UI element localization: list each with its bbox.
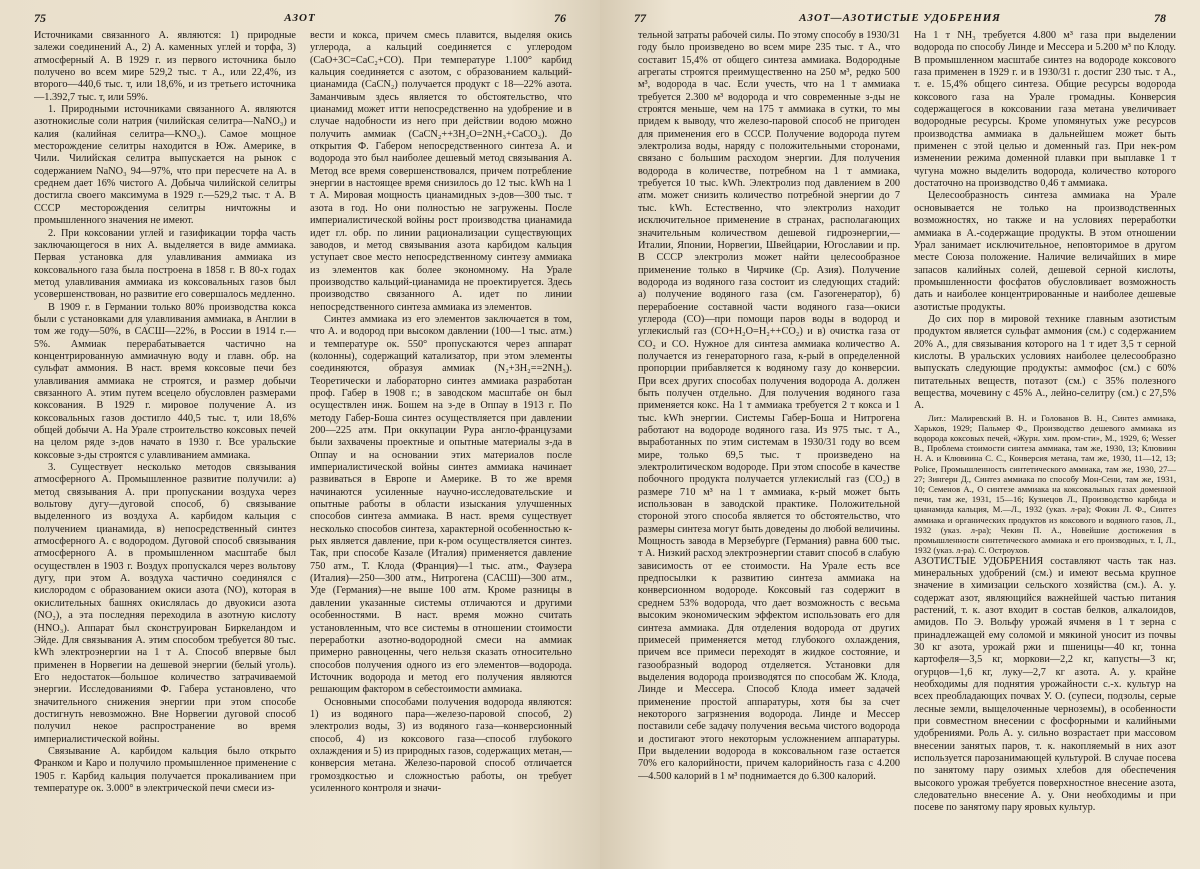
paragraph: Связывание А. карбидом кальция было открыто Франком и Каро и получило промышленное применение с 1905 г. Карбид кальция получается прокаливанием при температуре ок. 3.000° в электрической печи смеси из- bbox=[34, 745, 296, 794]
running-head-left bbox=[34, 10, 566, 26]
literature-list: Лит.: Малиревский В. Н. и Голованов В. Н., Синтез аммиака, Харьков, 1929; Пальмер Ф., Производство дешевого аммиака из водорода коксовых печей, «Журн. хим. пром-сти», М., 1929, 6; Wesser B., Проблема стоимости синтеза аммиака, там же, 1930, 13; Клювиин Н. А. и Клювиина С. С., Конверсия метана, там же, 1930, 11—12, 13; Police, Промышленность синтетического аммиака, там же, 1930, 27—27; Зингерн Д., Синтез аммиака по способу Мон-Сени, там же, 1931, 10; Семенов А., О синтезе аммиака на коксовальных газах доменной печи, там же, 1931, 15—16; Кузнецов Л., Производство карбида и цианамида кальция, М.—Л., 1932 (указ. л-ра); Фокин Л. Ф., Синтез аммиака и органических продуктов из коксового и водяного газов, Л., 1932 (указ. л-ра); Чекин П. А., Новейшие достижения в промышленности синтетического аммиака и его производных, т. I, Л., 1932 (указ. л-ра). С. Остроухов. bbox=[914, 412, 1176, 556]
page-number-78: 78 bbox=[1153, 10, 1166, 25]
running-title-right: АЗОТ—АЗОТИСТЫЕ УДОБРЕНИЯ bbox=[799, 12, 1001, 24]
right-page bbox=[600, 0, 1200, 869]
page-number-76: 76 bbox=[553, 10, 566, 25]
paragraph: В 1909 г. в Германии только 80% производства кокса были с установками для улавливания аммиака, в Англии в том же году—50%, в САСШ—22%, в России в 1914 г.—5%. Аммиак перерабатывается частично на концентрированную аммиачную воду и главн. обр. на сульфат аммония. В наст. время коксовые печи без улавливания аммиака не строятся, и размер добычи связанного А. этим путем всецело обусловлен размерами коксования. В 1929 г. мировое получение А. из коксовальных газов достигло 440,5 тыс. т, или 18,6% общей добычи А. На Урале строительство коксовых печей на целом ряде з-дов начато в 1930 г. Все уральские коксовые з-ды строятся с улавливанием аммиака. bbox=[34, 301, 296, 461]
paragraph: 2. При коксовании углей и газификации торфа часть заключающегося в них А. выделяется в виде аммиака. Первая установка для улавливания аммиака из коксовального газа была построена в 1858 г. В 80-х годах метод улавливания аммиака из коксовальных газов был усовершенствован, но развитие его совершалось медленно. bbox=[34, 227, 296, 301]
paragraph: Целесообразность синтеза аммиака на Урале основывается не только на производственных возможностях, но также и на условиях переработки аммиака в А.-содержащие продукты. В этом отношении Урал занимает исключительное, неповторимое в другом месте Союза положение. Наличие величайших в мире запасов калийных солей, дешевой серной кислоты, промышленности фосфатов обусловливает возможность дать и наиболее концентрированные и наиболее дешевые азотистые продукты. bbox=[914, 190, 1176, 313]
paragraph: До сих пор в мировой технике главным азотистым продуктом является сульфат аммония (см.) с содержанием 20% А., для связывания которого на 1 т идет 3,5 т серной кислоты. В уральских условиях наиболее целесообразно выпускать следующие продукты: аммофос (см.) с 60% питательных веществ, потазот (см.) с 35% полезного вещества, мочевину с 45% А., лейно-селитру (см.) с 27,5% А. bbox=[914, 313, 1176, 412]
paragraph: вести и кокса, причем смесь плавится, выделяя окись углерода, а кальций соединяется с углеродом (CaO+3C=CaC₂+CO). При температуре 1.100° карбид кальция соединяется с азотом, с образованием кальций-цианамида (CaCN₂) получается продукт с 18—22% азота. Заманчивым здесь является то обстоятельство, что цианамид может итти непосредственно на удобрение и в случае надобности из него при действии водою можно получить аммиак (CaCN₂++3H₂O=2NH₃+CaCO₃). До открытия Ф. Габером непосредственного синтеза А. и водорода это был наиболее дешевый метод связывания А. Метод все время совершенствовался, причем потребление энергии в настоящее время снизилось до 12 тыс. kWh на 1 т А. Мировая мощность цианамидных з-дов—300 тыс. т азота в год. Но они полностью не загружены. После империалистической войны рост производства цианамида идет гл. обр. по линии рационализации существующих заводов, и метод связывания азота карбидом кальция уступает свое место непосредственному синтезу аммиака из элементов как более экономному. На Урале производство кальций-цианамида не проектируется. Здесь производство связанного А. идет по линии непосредственного синтеза аммиака из элементов. bbox=[310, 30, 572, 313]
left-page-column-2 bbox=[310, 30, 572, 861]
paragraph: тельной затраты рабочей силы. По этому способу в 1930/31 году было произведено во всем мире 235 тыс. т А., что составит 15,4% от общего синтеза аммиака. Водородные агрегаты строятся преимущественно на 250 м³, редко 500 м³, водорода в час. Если учесть, что на 1 т аммиака требуется 2.300 м³ водорода и что современные з-ды не строятся меньше, чем на 175 т аммиака в сутки, то мы придем к выводу, что железо-паровой способ не пригоден для применения его в СССР. Получение водорода путем электролиза воды, наряду с положительными сторонами, связано с большим расходом энергии. Для получения водорода в количестве, потребном на 1 т аммиака, требуется 10 тыс. kWh. Электролиз под давлением в 200 атм. может снизить количество потребной энергии до 7 тыс. kWh. Естественно, что электролиз находит исключительное применение в странах, располагающих значительным количеством дешевой гидроэнергии,—Италии, Японии, Норвегии, Швейцарии, Югославии и пр. В СССР электролиз может найти целесообразное применение только в Чирчике (Ср. Азия). Получение водорода из водяного газа состоит из следующих стадий: а) получение водяного газа (см. Газогенератор), б) перерабоение составной части водяного газа—окиси углерода (CO)—при помощи паров воды в водород и углекислый газ (CO+H₂O=H₂++CO₂) и в) очистка газа от CO₂ и CO. Нужное для синтеза аммиака количество А. получается из генераторного газа, к-рый в определенной пропорции прибавляется к водяному газу до конверсии. При всех других способах получения водорода А. должен быть получен отдельно. Для получения водяного газа применяется кокс. На 1 т аммиака требуется 2 т кокса и 1 тыс. kWh энергии. Системы Габер-Боша и Нитрогена работают на водороде водяного газа. Из 975 тыс. т А., выработанных по этим системам в 1930/31 году во всем мире, только 69,5 тыс. т произведено на электролитическом водороде. При этом способе в качестве побочного продукта получается углекислый газ (CO₂) в размере 710 м³ на 1 т аммиака, к-рый может быть использован в заводской практике. Положительной стороной этого способа является то обстоятельство, что размеры синтеза могут быть доведены до любой величины. Мощность завода в Мерзебурге (Германия) равна 600 тыс. т А. Низкий расход электроэнергии ставит способ в слабую зависимость от ее стоимости. На Урале есть все предпосылки к развитию синтеза аммиака на конверсионном водороде. Коксовый газ содержит в среднем 53% водорода, что дает возможность с весьма высоким экономическим эффектом использовать его для синтеза аммиака. Для отделения водорода от других примесей применяется метод глубокого охлаждения, причем все примеси переходят в жидкое состояние, и газообразный водород отделяется. Установки для выделения водорода производятся по способам Ж. Клода, Линде и Мессера. Способ Клода имеет задачей применение простой аппаратуры, хотя бы за счет некоторого загрязнения водорода. Линде и Мессер поставили себе задачу получения весьма чистого водорода и достигают этого некоторым усложнением аппаратуры. При выделении водорода в коксовальном газе остается 70% его калорийности, причем калорийность газа с 4.200—4.500 калорий в 1 м³ поднимается до 6.300 калорий. bbox=[638, 30, 900, 782]
paragraph: На 1 т NH₃ требуется 4.800 м³ газа при выделении водорода по способу Линде и Мессера и 5.200 м³ по Клоду. В промышленном масштабе синтез на водороде коксового газа применен в 1929 г. и в 1930/31 г. достиг 230 тыс. т А., т. е. 15,4% общего синтеза. Общие ресурсы водорода коксового газа на Урале громадны. Конверсия содержащегося в коксовании газа метана увеличивает водородные ресурсы. Кроме упомянутых уже ресурсов производства аммиака в дальнейшем может быть применен с этой целью и доменный газ. При нек-ром изменении режима доменной плавки при выплавке 1 т чугуна можно выделить водорода, количество которого достаточно на производство 0,46 т аммиака. bbox=[914, 30, 1176, 190]
paragraph: Основными способами получения водорода являются: 1) из водяного пара—железо-паровой способ, 2) электролиз воды, 3) из водяного газа—конверсионный способ, 4) из коксового газа—способ глубокого охлаждения и 5) из природных газов, содержащих метан,—конверсия метана. Железо-паровой способ отличается громоздкостью и сложностью работы, он требует усиленного контроля и значи- bbox=[310, 696, 572, 794]
paragraph: 3. Существует несколько методов связывания атмосферного А. Промышленное развитие получили: а) метод связывания А. при пропускании воздуха через вольтову дугу—дуговой способ, б) связывание выделенного из воздуха А. карбидом кальция с получением цианамида, в) непосредственный синтез атмосферного А. с водородом. Дуговой способ связывания атмосферного А. в промышленном масштабе был осуществлен в 1903 г. Воздух пропускался через вольтову дугу, при этом А. воздуха частично соединялся с кислородом с образованием окиси азота (NO), которая в окислительных башнях окислялась до двуокиси азота (NO₂), а эта последняя переходила в азотную кислоту (HNO₃). Аппарат был сконструирован Биркеландом и Эйде. Для связывания А. этим способом требуется 80 тыс. kWh электроэнергии на 1 т А. Способ впервые был применен в Норвегии на дешевой энергии (белый уголь). Его недостаток—большое количество затрачиваемой энергии. Исследованиями Ф. Габера установлено, что значительного снижения энергии при этом способе достигнуть невозможно. Вне Норвегии дуговой способ получил некое распространение во время империалистической войны. bbox=[34, 462, 296, 745]
page-number-77: 77 bbox=[634, 10, 646, 25]
right-page-column-1 bbox=[638, 30, 900, 861]
page-number-75: 75 bbox=[34, 10, 46, 25]
left-page-columns bbox=[34, 30, 572, 861]
running-head-right bbox=[634, 10, 1166, 26]
paragraph: 1. Природными источниками связанного А. являются азотнокислые соли натрия (чилийская селитра—NaNO₃) и калия (калийная селитра—KNO₃). Самое мощное месторождение селитры находится в Юж. Америке, в Чили. Чилийская селитра выпускается на рынок с содержанием NaNO₃ 94—97%, что при пересчете на А. в среднем дает 16% чистого А. Добыча чилийской селитры достигла своего максимума в 1929 г.—529,2 тыс. т А. В СССР месторождения селитры ничтожны и промышленного значения не имеют. bbox=[34, 104, 296, 227]
paragraph: Источниками связанного А. являются: 1) природные залежи соединений А., 2) А. каменных углей и торфа, 3) атмосферный А. В 1929 г. из первого источника было получено во всем мире 529,2 тыс. т А., или 22,4%, из второго—440,6 тыс. т, или 18,6%, и из третьего источника—1.392,7 тыс. т, или 59%. bbox=[34, 30, 296, 103]
right-page-column-2 bbox=[914, 30, 1176, 861]
right-page-columns bbox=[638, 30, 1176, 861]
running-title-left: АЗОТ bbox=[284, 12, 316, 24]
paragraph: Синтез аммиака из его элементов заключается в том, что А. и водород при высоком давлении (100—1 тыс. атм.) и температуре ок. 550° пропускаются через аппарат (колонны), содержащий катализатор, при этом элементы соединяются, образуя аммиак (N₂+3H₂==2NH₃). Теоретически и лабораторно синтез аммиака разработан проф. Габер в 1908 г.; в заводском масштабе он был осуществлен инж. Бошем на з-де в Оппау в 1913 г. По методу Габер-Боша синтез осуществляется при давлении 200—225 атм. При оккупации Рура англо-французами были захвачены проектные и опытные материалы з-да в Оппау и на основании этих материалов после империалистической войны синтез аммиака начинает развиваться в Европе и Америке. В то же время начинаются усиленные научно-исследовательские и опытные работы в области изыскания улучшенных способов синтеза аммиака. В наст. время существует несколько способов синтеза, характерной особенностью к-рых является давление, при к-ром осуществляется синтез. Так, при способе Казале (Италия) применяется давление 750 атм., Т. Клода (Франция)—1 тыс. атм., Фаузера (Италия)—250—300 атм., Нитрогена (САСШ)—300 атм., Уде (Германия)—не выше 100 атм. Кроме разницы в давлении указанные системы отличаются и другими особенностями. В наст. время можно считать установленным, что все системы в отношении стоимости переработки азотно-водородной смеси на аммиак примерно равноценны, чего нельзя сказать относительно способов получения одного из его элементов—водорода. Источник водорода и метод его получения являются решающим фактором в себестоимости аммиака. bbox=[310, 313, 572, 696]
article-azotistye-udobreniya: АЗОТИСТЫЕ УДОБРЕНИЯ составляют часть так наз. минеральных удобрений (см.) и имеют весьма крупное значение в химизации сельского хозяйства (см.). А. у. содержат азот, являющийся важнейшей частью питания растений, т. к. азот входит в состав белков, алкалоидов, амидов. По Э. Вольфу урожай ячменя в 1 т зерна с принадлежащей ему соломой и мякиной уносит из почвы 30 кг азота, урожай ржи и пшеницы—40 кг, тонна картофеля—3,5 кг, моркови—2,2 кг, капусты—3 кг, огурцов—1,6 кг, луку—2,7 кг азота. А. у. крайне необходимы для поднятия урожайности с.-х. культур на всех преобладающих почвах У. О. (супеси, подзолы, серые лесные земли, выщелоченные черноземы), в особенности при совместном внесении с фосфорными и калийными удобрениями. Роль А. у. сильно возрастает при массовом внесении занятых паров, т. к. накопляемый в них азот используется парозанимающей культурой. В случае посева по занятому пару озимых хлебов для обеспечения высокого урожая требуется поверхностное внесение азота, следовательно внесение А. у. Они необходимы и при посеве по занятому пару яровых культур. bbox=[914, 555, 1176, 814]
left-page-column-1 bbox=[34, 30, 296, 861]
